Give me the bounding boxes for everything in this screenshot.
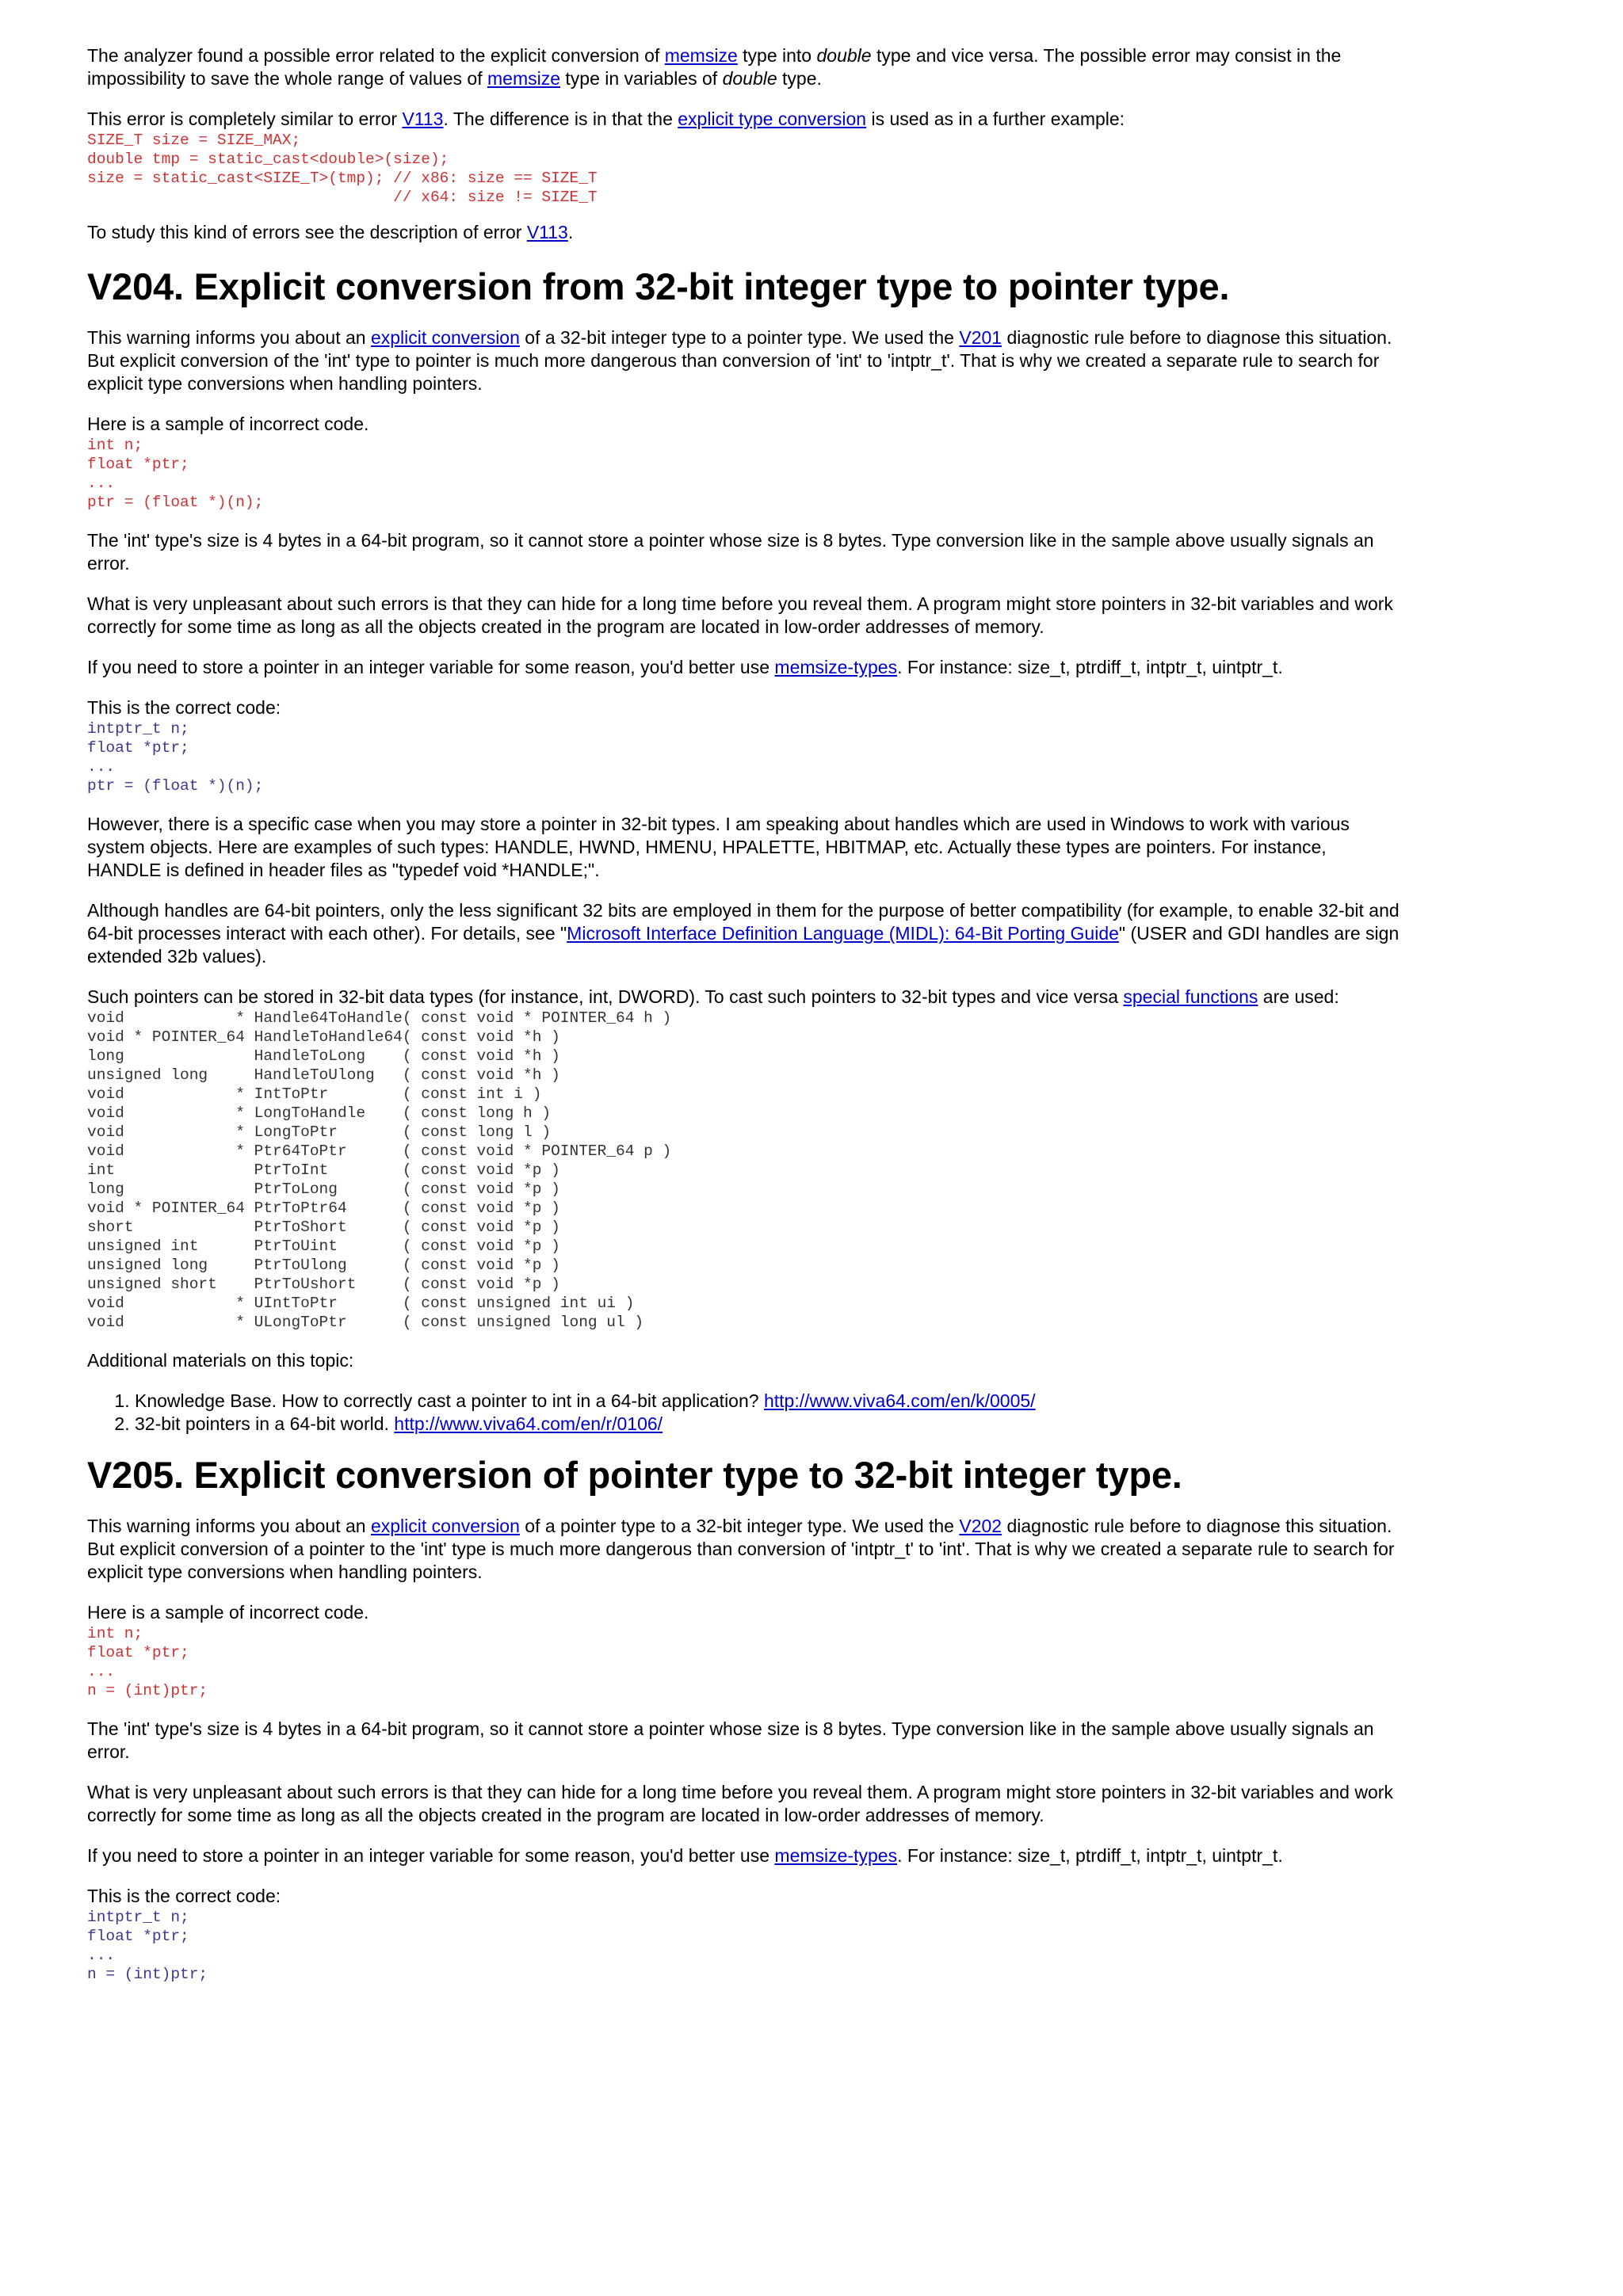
text: type into bbox=[737, 45, 817, 66]
special-functions-link[interactable]: special functions bbox=[1123, 986, 1258, 1007]
v204-paragraph-4: What is very unpleasant about such errors is that they can hide for a long time before you reveal them. A program might store pointers in 32-bit variables and work correctly for some time as long as all the objects created in the program are located in low-order addresses of memory. bbox=[87, 593, 1393, 637]
v204-paragraph-10: Additional materials on this topic: bbox=[87, 1350, 354, 1371]
text: If you need to store a pointer in an integer variable for some reason, you'd better use bbox=[87, 1845, 775, 1866]
v113-link[interactable]: V113 bbox=[402, 109, 444, 129]
list-item bbox=[135, 1390, 1403, 1413]
v205-paragraph-1 bbox=[87, 1515, 1403, 1584]
intro-paragraph-2 bbox=[87, 108, 1403, 131]
text: The analyzer found a possible error related to the explicit conversion of bbox=[87, 45, 665, 66]
explicit-conversion-link[interactable]: explicit conversion bbox=[370, 1516, 520, 1536]
midl-porting-guide-link[interactable]: Microsoft Interface Definition Language (MIDL): 64-Bit Porting Guide bbox=[567, 923, 1119, 944]
memsize-link[interactable]: memsize bbox=[487, 68, 561, 89]
document-page bbox=[87, 44, 1403, 1984]
v204-paragraph-1 bbox=[87, 326, 1403, 395]
text: . bbox=[567, 222, 574, 242]
v204-functions-code: void * Handle64ToHandle( const void * POINTER_64 h ) void * POINTER_64 HandleToHandle64( const void *h ) long HandleToLong ( const void *h ) unsigned long HandleToUlong ( const void *h ) void * IntToPtr ( const int i ) void * LongToHandle ( const long h ) void * LongToPtr ( const long l ) void * Ptr64ToPtr ( const void * POINTER_64 p ) int PtrToInt ( const void *p ) long PtrToLong ( const void *p ) void * POINTER_64 PtrToPtr64 ( const void *p ) short PtrToShort ( const void *p ) unsigned int PtrToUint ( const void *p ) unsigned long PtrToUlong ( const void *p ) unsigned short PtrToUshort ( const void *p ) void * UIntToPtr ( const unsigned int ui ) void * ULongToPtr ( const unsigned long ul ) bbox=[87, 1009, 672, 1331]
v205-paragraph-2: Here is a sample of incorrect code. bbox=[87, 1602, 369, 1623]
text: To study this kind of errors see the description of error bbox=[87, 222, 527, 242]
v204-paragraph-9 bbox=[87, 986, 1403, 1009]
v205-incorrect-code: int n; float *ptr; ... n = (int)ptr; bbox=[87, 1625, 208, 1699]
emphasis: double bbox=[722, 68, 777, 89]
explicit-type-conversion-link[interactable]: explicit type conversion bbox=[678, 109, 867, 129]
v204-incorrect-code: int n; float *ptr; ... ptr = (float *)(n); bbox=[87, 437, 264, 511]
v202-link[interactable]: V202 bbox=[959, 1516, 1002, 1536]
intro-code-block: SIZE_T size = SIZE_MAX; double tmp = static_cast<double>(size); size = static_cast<SIZE_T>(tmp); // x86: size == SIZE_T // x64: size != SIZE_T bbox=[87, 132, 598, 206]
list-item bbox=[135, 1413, 1403, 1436]
text: 32-bit pointers in a 64-bit world. bbox=[135, 1413, 395, 1434]
v205-correct-code: intptr_t n; float *ptr; ... n = (int)ptr; bbox=[87, 1909, 208, 1983]
v204-paragraph-5 bbox=[87, 656, 1403, 679]
text: are used: bbox=[1258, 986, 1339, 1007]
text: If you need to store a pointer in an integer variable for some reason, you'd better use bbox=[87, 657, 775, 677]
text: . For instance: size_t, ptrdiff_t, intptr_t, uintptr_t. bbox=[897, 657, 1283, 677]
text: This error is completely similar to error bbox=[87, 109, 403, 129]
reference-link[interactable]: http://www.viva64.com/en/k/0005/ bbox=[763, 1390, 1036, 1411]
text: " (USER and GDI handles are sign extended 32b values). bbox=[87, 923, 1400, 967]
v201-link[interactable]: V201 bbox=[959, 327, 1002, 348]
text: of a 32-bit integer type to a pointer type. We used the bbox=[519, 327, 960, 348]
text: Although handles are 64-bit pointers, only the less significant 32 bits are employed in them for the purpose of better compatibility (for example, to enable 32-bit and 64-bit processes interact with each other). For details, see " bbox=[87, 900, 1400, 944]
v204-paragraph-7: However, there is a specific case when you may store a pointer in 32-bit types. I am speaking about handles which are used in Windows to work with various system objects. Here are examples of such types: HANDLE, HWND, HMENU, HPALETTE, HBITMAP, etc. Actually these types are pointers. For instance, HANDLE is defined in header files as "typedef void *HANDLE;". bbox=[87, 814, 1350, 880]
text: type and vice versa. The possible error may consist in the impossibility to save the whole range of values of bbox=[87, 45, 1342, 89]
text: type. bbox=[777, 68, 822, 89]
text: . The difference is in that the bbox=[443, 109, 678, 129]
v205-paragraph-5 bbox=[87, 1844, 1403, 1867]
v204-paragraph-6: This is the correct code: bbox=[87, 697, 281, 718]
text: diagnostic rule before to diagnose this situation. But explicit conversion of the 'int' type to pointer is much more dangerous than conversion of 'int' to 'intptr_t'. That is why we created a separate rule to search for explicit type conversions when handling pointers. bbox=[87, 327, 1392, 394]
memsize-link[interactable]: memsize bbox=[664, 45, 738, 66]
text: of a pointer type to a 32-bit integer type. We used the bbox=[519, 1516, 960, 1536]
memsize-types-link[interactable]: memsize-types bbox=[774, 657, 898, 677]
references-list bbox=[87, 1390, 1403, 1436]
text: diagnostic rule before to diagnose this situation. But explicit conversion of a pointer to the 'int' type is much more dangerous than conversion of 'intptr_t' to 'int'. That is why we created a separate rule to search for explicit type conversions when handling pointers. bbox=[87, 1516, 1395, 1582]
text: This warning informs you about an bbox=[87, 1516, 371, 1536]
text: type in variables of bbox=[560, 68, 723, 89]
text: This warning informs you about an bbox=[87, 327, 371, 348]
v204-paragraph-8 bbox=[87, 899, 1403, 968]
explicit-conversion-link[interactable]: explicit conversion bbox=[370, 327, 520, 348]
v204-paragraph-2: Here is a sample of incorrect code. bbox=[87, 414, 369, 434]
v205-paragraph-4: What is very unpleasant about such errors is that they can hide for a long time before you reveal them. A program might store pointers in 32-bit variables and work correctly for some time as long as all the objects created in the program are located in low-order addresses of memory. bbox=[87, 1782, 1393, 1825]
emphasis: double bbox=[816, 45, 872, 66]
intro-paragraph-3 bbox=[87, 221, 1403, 244]
v113-link[interactable]: V113 bbox=[526, 222, 568, 242]
v204-heading: V204. Explicit conversion from 32-bit integer type to pointer type. bbox=[87, 265, 1230, 307]
text: Knowledge Base. How to correctly cast a pointer to int in a 64-bit application? bbox=[135, 1390, 764, 1411]
memsize-types-link[interactable]: memsize-types bbox=[774, 1845, 898, 1866]
v204-correct-code: intptr_t n; float *ptr; ... ptr = (float *)(n); bbox=[87, 720, 264, 795]
v205-heading: V205. Explicit conversion of pointer type to 32-bit integer type. bbox=[87, 1454, 1182, 1496]
v205-paragraph-3: The 'int' type's size is 4 bytes in a 64-bit program, so it cannot store a pointer whose size is 8 bytes. Type conversion like in the sample above usually signals an error. bbox=[87, 1718, 1374, 1762]
text: Such pointers can be stored in 32-bit data types (for instance, int, DWORD). To cast such pointers to 32-bit types and vice versa bbox=[87, 986, 1124, 1007]
v204-paragraph-3: The 'int' type's size is 4 bytes in a 64-bit program, so it cannot store a pointer whose size is 8 bytes. Type conversion like in the sample above usually signals an error. bbox=[87, 530, 1374, 574]
intro-paragraph-1 bbox=[87, 44, 1403, 90]
reference-link[interactable]: http://www.viva64.com/en/r/0106/ bbox=[394, 1413, 663, 1434]
text: . For instance: size_t, ptrdiff_t, intptr_t, uintptr_t. bbox=[897, 1845, 1283, 1866]
text: is used as in a further example: bbox=[866, 109, 1125, 129]
v205-paragraph-6: This is the correct code: bbox=[87, 1886, 281, 1906]
